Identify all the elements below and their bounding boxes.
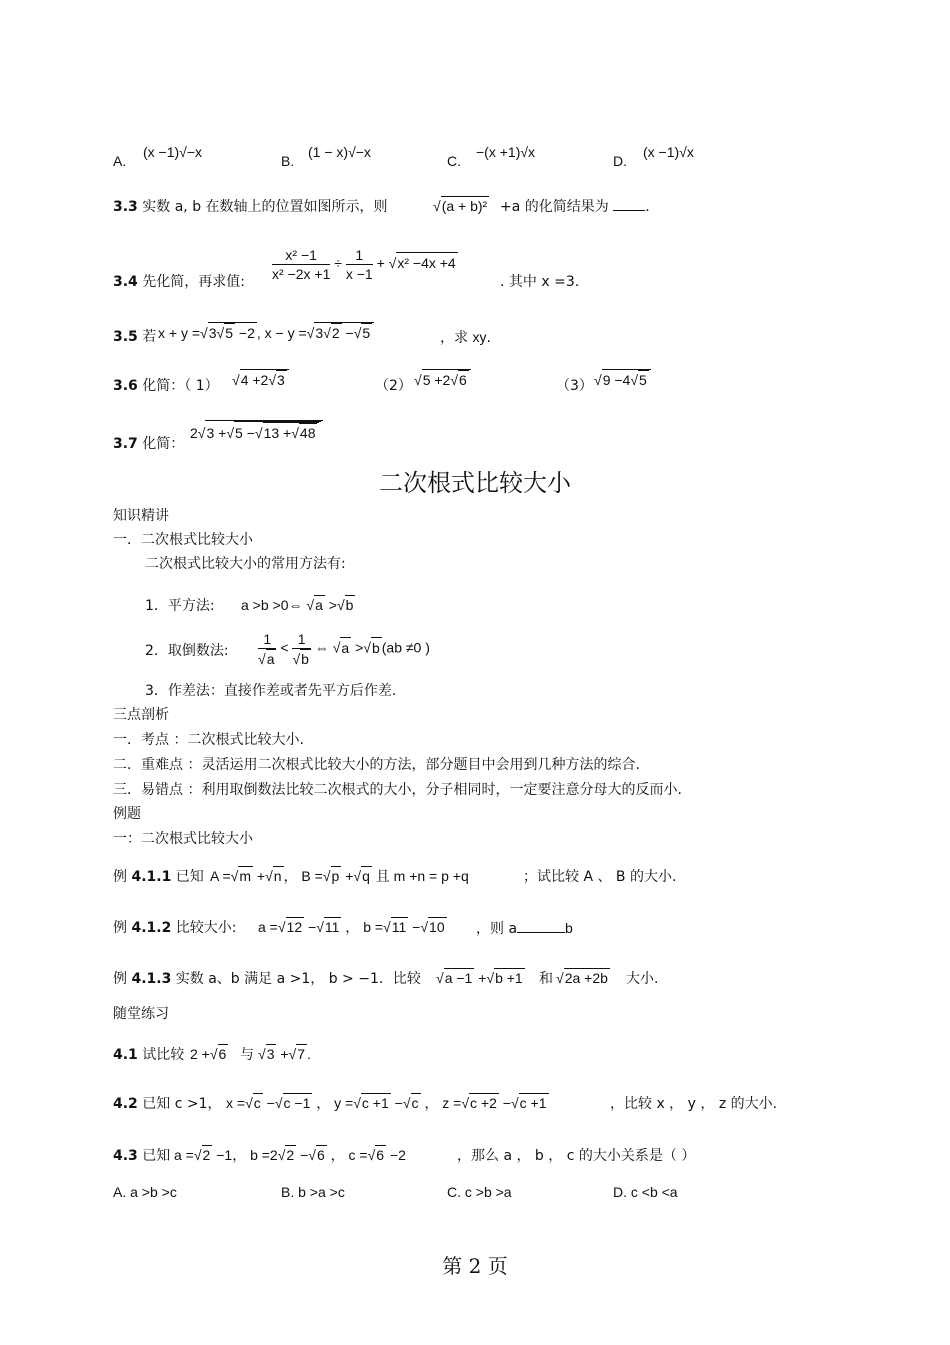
p43-expr: a =√2 −1， b =2√2 −√6 ， c =√6 −2 [174, 1147, 406, 1163]
ex413-expr-1: √a −1 +√b +1 [436, 970, 523, 986]
q36-expr-3: √9 −4√5 [594, 369, 651, 389]
method-1-expr: a >b >0⇔ √a >√b [241, 597, 354, 613]
question-3-4: 3.4 先化简，再求值: [113, 274, 245, 290]
option-c-expr: −(x +1)√x [476, 144, 536, 160]
examples-section: 一：二次根式比较大小 [113, 831, 253, 847]
practice-4-2: 4.2 已知 c >1， [113, 1096, 222, 1112]
q36-expr-1: √4 +2√3 [232, 369, 289, 389]
heading-knowledge: 知识精讲 [113, 508, 169, 524]
question-3-5: 3.5 若 [113, 329, 157, 345]
ex413-tail: 大小. [626, 971, 659, 987]
ex413-expr-2: √2a +2b [556, 970, 608, 986]
analysis-1: 一．考点 ：二次根式比较大小. [113, 732, 304, 748]
q33-radical: √(a + b)² [433, 198, 488, 214]
q35-expression: x + y =√3√5 −2 , x − y =√3√2 −√5 [158, 322, 374, 342]
option-b: B. [281, 153, 295, 169]
option-a-expr: (x −1)√−x [143, 144, 203, 160]
method-1: 1．平方法: [145, 598, 215, 614]
p42-tail: ，比较 x ， y ， z 的大小. [610, 1096, 778, 1112]
heading-examples: 例题 [113, 806, 141, 822]
q34-expression: $\frac{\text{x² −1}}{\text{x² −2x +1}}$ ÷ $\frac{1}{x -1}$ + √x² −4x +4 [272, 247, 456, 282]
p43-option-c: C. c >b >a [447, 1184, 512, 1200]
option-c: C. [447, 153, 461, 169]
option-a: A. [113, 153, 127, 169]
knowledge-item-1: 一．二次根式比较大小 [113, 532, 253, 548]
example-4-1-2: 例 4.1.2 比较大小: [113, 920, 237, 936]
ex412-expr: a =√12 −√11 ， b =√11 −√10 [258, 919, 445, 935]
ex413-and: 和 [539, 971, 553, 987]
ex412-tail: ，则 a b [476, 920, 573, 937]
question-3-3: 3.3 实数 a, b 在数轴上的位置如图所示，则 [113, 199, 388, 215]
analysis-2: 二．重难点 ：灵活运用二次根式比较大小的方法，部分题目中会用到几种方法的综合. [113, 757, 640, 773]
question-3-6: 3.6 化简：（ 1） [113, 378, 219, 394]
section-title: 二次根式比较大小 [379, 469, 571, 497]
q34-tail: . 其中 x =3. [500, 274, 580, 290]
q33-post: +a 的化简结果为 . [500, 199, 650, 215]
p43-tail: ，那么 a ， b ， c 的大小关系是（ ） [457, 1148, 696, 1164]
practice-4-1: 4.1 试比较 [113, 1047, 185, 1063]
method-2: 2．取倒数法: [145, 643, 229, 659]
example-4-1-3: 例 4.1.3 实数 a、b 满足 a >1， b > −1．比较 [113, 971, 421, 987]
option-d-expr: (x −1)√x [643, 144, 694, 160]
q36-part-2: （2） [375, 378, 412, 394]
option-b-expr: (1 − x)√−x [308, 144, 371, 160]
question-3-7: 3.7 化简： [113, 436, 185, 452]
q35-ask: ，求 xy. [440, 329, 491, 346]
knowledge-intro: 二次根式比较大小的常用方法有: [145, 556, 346, 572]
q37-expression: 2√3 +√5 −√13 +√48 [190, 420, 323, 442]
analysis-3: 三．易错点 ：利用取倒数法比较二次根式的大小，分子相同时，一定要注意分母大的反而小. [113, 782, 682, 798]
method-2-expr: $\frac{1}{√a}$ < $\frac{1}{√b}$ ⇔ √a >√b (ab ≠0 ) [258, 631, 430, 667]
heading-practice: 随堂练习 [113, 1006, 169, 1022]
method-3: 3．作差法：直接作差或者先平方后作差. [145, 683, 397, 699]
q36-part-3: （3） [556, 378, 593, 394]
p43-option-b: B. b >a >c [281, 1184, 345, 1200]
p41-expr-2: √3 +√7 . [258, 1046, 311, 1062]
p41-expr: 2 +√6 [190, 1046, 227, 1062]
option-d: D. [613, 153, 627, 169]
heading-analysis: 三点剖析 [113, 707, 169, 723]
p43-option-a: A. a >b >c [113, 1184, 177, 1200]
q36-expr-2: √5 +2√6 [414, 369, 471, 389]
p43-option-d: D. c <b <a [613, 1184, 678, 1200]
ex411-expr: A =√m +√n ， B =√p +√q 且 m +n = p +q [210, 868, 469, 884]
p42-expr: x =√c −√c −1 ， y =√c +1 −√c ， z =√c +2 −√c +1 [226, 1095, 547, 1111]
page-number: 第 2 页 [442, 1254, 508, 1278]
ex411-tail: ；试比较 A 、 B 的大小. [523, 869, 677, 885]
p41-and: 与 [240, 1047, 254, 1063]
example-4-1-1: 例 4.1.1 已知 [113, 869, 204, 885]
practice-4-3: 4.3 已知 [113, 1148, 171, 1164]
